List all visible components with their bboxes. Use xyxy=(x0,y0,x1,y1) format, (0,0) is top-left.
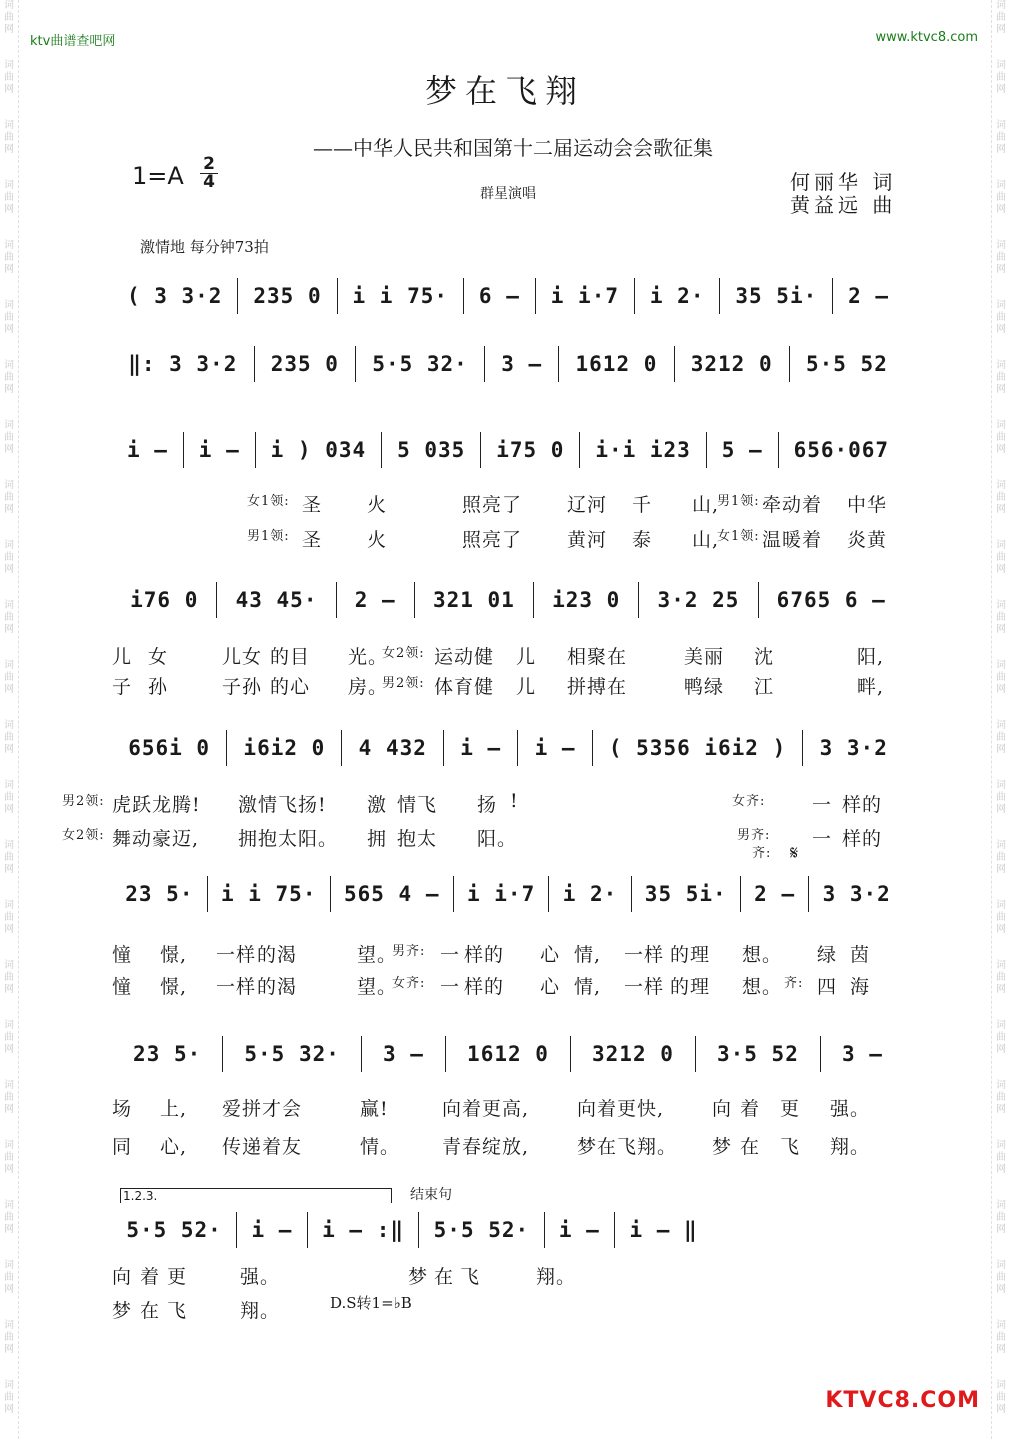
watermark-text: 词 曲 网 xyxy=(4,1020,14,1055)
lyric-syllable: 场 xyxy=(112,1098,133,1120)
lyric-syllable: 一 xyxy=(440,944,461,966)
lyric-syllable: 圣 xyxy=(302,529,323,551)
watermark-text: 词 曲 网 xyxy=(996,1260,1006,1295)
lyric-syllable: 子孙 xyxy=(222,676,263,698)
watermark-text: 词 曲 网 xyxy=(4,780,14,815)
lyric-syllable: 爱拼 xyxy=(222,1098,263,1120)
lyric-syllable: 绿 xyxy=(817,944,838,966)
lyric-syllable: 扬 xyxy=(477,794,498,816)
measure: 565 4 – xyxy=(343,882,440,906)
lyric-syllable: 男齐: xyxy=(737,828,771,843)
lyric-syllable: 女1领: xyxy=(247,494,290,509)
watermark-text: 词 曲 网 xyxy=(996,660,1006,695)
lyric-syllable: 才会 xyxy=(262,1098,303,1120)
lyrics-s3-line2 xyxy=(112,525,904,549)
measure: i75 0 xyxy=(496,438,565,462)
watermark-text: 词 曲 网 xyxy=(996,420,1006,455)
ktvc8-logo[interactable]: KTVC8.COM xyxy=(825,1388,980,1413)
lyric-syllable: 更 xyxy=(167,1266,188,1288)
lyric-syllable: 房。 xyxy=(348,676,389,698)
watermark-text: 词 曲 网 xyxy=(4,1260,14,1295)
watermark-text: 词 曲 网 xyxy=(996,120,1006,155)
lyric-syllable: 传递 xyxy=(222,1136,263,1158)
key-signature: 1=A xyxy=(132,162,184,190)
measure: i 2· xyxy=(562,882,618,906)
lyrics-s6-line2 xyxy=(112,972,904,996)
lyric-syllable: 男2领: xyxy=(62,794,105,809)
watermark-text: 词 曲 网 xyxy=(996,1320,1006,1355)
measure: i6i2 0 xyxy=(243,736,326,760)
lyric-syllable: 黄河 xyxy=(567,529,608,551)
lyric-syllable: 照亮了 xyxy=(462,529,523,551)
lyrics-s5-line1 xyxy=(62,790,904,816)
lyric-syllable: 着友 xyxy=(262,1136,303,1158)
lyric-syllable: 样的 xyxy=(842,794,883,816)
lyric-syllable: 强。 xyxy=(830,1098,871,1120)
watermark-text: 词 曲 网 xyxy=(4,660,14,695)
lyric-syllable: 𝄋 xyxy=(790,842,800,864)
measure: 656i 0 xyxy=(128,736,211,760)
lyric-syllable: 男2领: xyxy=(382,676,425,691)
lyric-syllable: 翔。 xyxy=(240,1300,281,1322)
watermark-text: 词 曲 网 xyxy=(996,960,1006,995)
measure: i i 75· xyxy=(352,284,449,308)
lyric-syllable: 飞 xyxy=(780,1136,801,1158)
lyric-syllable: 舞动豪迈, xyxy=(112,828,200,850)
lyric-syllable: 心 xyxy=(540,976,561,998)
lyric-syllable: 想。 xyxy=(742,976,783,998)
measure: 4 432 xyxy=(358,736,427,760)
measure: i i 75· xyxy=(220,882,317,906)
watermark-text: 词 曲 网 xyxy=(996,360,1006,395)
lyric-syllable: 在 xyxy=(740,1136,761,1158)
lyric-syllable: 拥抱太阳。 xyxy=(238,828,339,850)
measure: 235 0 xyxy=(270,352,339,376)
lyric-syllable: 女齐: xyxy=(732,794,766,809)
lyricist-credit: 何丽华 词 xyxy=(790,170,897,194)
measure: 3 – xyxy=(841,1042,883,1066)
lyric-syllable: 山, xyxy=(692,529,720,551)
lyric-syllable: 沈 xyxy=(754,646,775,668)
lyric-syllable: 千 xyxy=(632,494,653,516)
lyric-syllable: 心, xyxy=(160,1136,188,1158)
watermark-text: 词 曲 网 xyxy=(4,240,14,275)
measure: i23 0 xyxy=(552,588,621,612)
lyric-syllable: 光。 xyxy=(348,646,389,668)
lyric-syllable: 着 xyxy=(740,1098,761,1120)
music-system-1 xyxy=(112,276,904,316)
watermark-text: 词 曲 网 xyxy=(996,300,1006,335)
lyric-syllable: 中华 xyxy=(847,494,888,516)
lyric-syllable: 儿 xyxy=(516,646,537,668)
measure: 3 – xyxy=(383,1042,424,1066)
music-system-4 xyxy=(112,580,904,620)
lyric-syllable: 女 xyxy=(148,646,169,668)
lyric-syllable: 飞 xyxy=(167,1300,188,1322)
time-signature-bottom: 4 xyxy=(200,173,218,191)
lyric-syllable: 抱太 xyxy=(397,828,438,850)
lyric-syllable: 望。 xyxy=(357,944,398,966)
measure: 2 – xyxy=(848,284,890,308)
lyric-syllable: 上, xyxy=(160,1098,188,1120)
measure: 5·5 52· xyxy=(433,1218,530,1242)
lyrics-s3-line1 xyxy=(112,490,904,514)
lyric-syllable: 激情飞扬! xyxy=(238,794,327,816)
measure: 23 5· xyxy=(125,882,194,906)
time-signature xyxy=(200,156,218,191)
lyric-syllable: 望。 xyxy=(357,976,398,998)
lyric-syllable: 齐: xyxy=(784,976,804,991)
lyric-syllable: 梦 xyxy=(712,1136,733,1158)
measure: i – :‖ xyxy=(322,1218,404,1242)
measure: 2 – xyxy=(754,882,796,906)
lyric-syllable: 一样 xyxy=(624,944,665,966)
watermark-text: 词 曲 网 xyxy=(996,60,1006,95)
measure: ‖: 3 3·2 xyxy=(128,352,238,376)
measure: i – xyxy=(126,438,168,462)
measure: i i·7 xyxy=(550,284,619,308)
coda-label: 结束句 xyxy=(410,1187,452,1203)
watermark-text: 词 曲 网 xyxy=(4,60,14,95)
watermark-text: 词 曲 网 xyxy=(996,0,1006,35)
measure: 5 – xyxy=(721,438,763,462)
watermark-text: 词 曲 网 xyxy=(4,540,14,575)
watermark-text: 词 曲 网 xyxy=(4,420,14,455)
measure: 23 5· xyxy=(133,1042,202,1066)
lyric-syllable: 拥 xyxy=(367,828,388,850)
lyric-syllable: 照亮了 xyxy=(462,494,523,516)
lyric-syllable: 男1领: xyxy=(247,529,290,544)
watermark-left xyxy=(0,0,19,1439)
measure: 6 – xyxy=(478,284,520,308)
lyric-syllable: 梦在飞翔。 xyxy=(577,1136,678,1158)
ending-number-label: 1.2.3. xyxy=(123,1189,158,1203)
measure: 3 – xyxy=(501,352,543,376)
lyric-syllable: 向 xyxy=(112,1266,133,1288)
watermark-text: 词 曲 网 xyxy=(4,1140,14,1175)
lyric-syllable: 四 xyxy=(817,976,838,998)
tempo-marking: 激情地 每分钟73拍 xyxy=(140,238,269,256)
lyric-syllable: 拼搏在 xyxy=(567,676,628,698)
lyric-syllable: 女1领: xyxy=(717,529,760,544)
site-name-left[interactable]: ktv曲谱查吧网 xyxy=(30,34,116,49)
measure: 1612 0 xyxy=(575,352,658,376)
lyric-syllable: 翔。 xyxy=(536,1266,577,1288)
lyric-syllable: 女齐: xyxy=(392,976,426,991)
music-system-2 xyxy=(112,344,904,384)
music-system-8 xyxy=(112,1210,712,1250)
watermark-text: 词 曲 网 xyxy=(4,0,14,35)
measure: i·i i23 xyxy=(595,438,691,462)
measure: i – xyxy=(198,438,240,462)
lyric-syllable: 情, xyxy=(574,976,602,998)
watermark-text: 词 曲 网 xyxy=(996,540,1006,575)
lyric-syllable: 火 xyxy=(367,494,388,516)
lyric-syllable: 儿 xyxy=(516,676,537,698)
lyric-syllable: 情。 xyxy=(360,1136,401,1158)
lyric-syllable: 茵 xyxy=(850,944,871,966)
lyric-syllable: 翔。 xyxy=(830,1136,871,1158)
measure: 5·5 32· xyxy=(244,1042,340,1066)
song-title: 梦在飞翔 xyxy=(424,72,585,110)
watermark-text: 词 曲 网 xyxy=(4,360,14,395)
lyric-syllable: 虎跃龙腾! xyxy=(112,794,201,816)
lyric-syllable: 的渴 xyxy=(257,976,298,998)
watermark-right xyxy=(991,0,1010,1439)
lyric-syllable: 更 xyxy=(780,1098,801,1120)
measure: 2 – xyxy=(354,588,396,612)
measure: 3212 0 xyxy=(592,1042,674,1066)
lyric-syllable: 在 xyxy=(434,1266,455,1288)
watermark-text: 词 曲 网 xyxy=(4,1080,14,1115)
lyric-syllable: 在 xyxy=(140,1300,161,1322)
lyrics-s7-line1 xyxy=(112,1094,904,1118)
composer-credit: 黄益远 曲 xyxy=(790,193,897,217)
lyric-syllable: 阳。 xyxy=(477,828,518,850)
measure: i – xyxy=(460,736,502,760)
lyric-syllable: 江 xyxy=(754,676,775,698)
lyric-syllable: 一 xyxy=(440,976,461,998)
lyric-syllable: 美丽 xyxy=(684,646,725,668)
measure: 6765 6 – xyxy=(776,588,886,612)
lyric-syllable: 梦 xyxy=(112,1300,133,1322)
lyric-syllable: 牵动着 xyxy=(762,494,823,516)
lyric-syllable: 女2领: xyxy=(382,646,425,661)
music-system-5 xyxy=(112,728,904,768)
site-url-right[interactable]: www.ktvc8.com xyxy=(875,30,978,45)
lyrics-s8-line2 xyxy=(112,1296,904,1320)
lyric-syllable: 情飞 xyxy=(397,794,438,816)
music-system-6 xyxy=(112,874,904,914)
lyrics-s5-line3 xyxy=(112,842,904,864)
watermark-text: 词 曲 网 xyxy=(996,480,1006,515)
measure: 3 3·2 xyxy=(819,736,888,760)
watermark-text: 词 曲 网 xyxy=(4,960,14,995)
lyric-syllable: 情, xyxy=(574,944,602,966)
measure: 5·5 52· xyxy=(126,1218,222,1242)
lyric-syllable: 样的 xyxy=(842,828,883,850)
watermark-text: 词 曲 网 xyxy=(996,240,1006,275)
time-signature-top: 2 xyxy=(203,154,215,174)
lyric-syllable: 飞 xyxy=(460,1266,481,1288)
lyric-syllable: 海 xyxy=(850,976,871,998)
lyric-syllable: 孙 xyxy=(148,676,169,698)
lyric-syllable: 火 xyxy=(367,529,388,551)
first-ending-bracket xyxy=(120,1188,392,1203)
lyrics-s7-line2 xyxy=(112,1132,904,1156)
measure: i – xyxy=(558,1218,600,1242)
performer: 群星演唱 xyxy=(480,186,536,202)
lyrics-s8-line1 xyxy=(112,1262,904,1286)
lyric-syllable: 憬, xyxy=(160,976,188,998)
lyric-syllable: 儿 xyxy=(112,646,133,668)
lyric-syllable: 着 xyxy=(140,1266,161,1288)
lyric-syllable: 山, xyxy=(692,494,720,516)
watermark-text: 词 曲 网 xyxy=(4,1380,14,1415)
watermark-text: 词 曲 网 xyxy=(4,840,14,875)
lyric-syllable: 想。 xyxy=(742,944,783,966)
watermark-text: 词 曲 网 xyxy=(996,900,1006,935)
lyric-syllable: 运动健 xyxy=(434,646,495,668)
lyric-syllable: 的理 xyxy=(670,976,711,998)
lyric-syllable: 向 xyxy=(712,1098,733,1120)
lyric-syllable: 梦 xyxy=(408,1266,429,1288)
lyric-syllable: 炎黄 xyxy=(847,529,888,551)
lyric-syllable: 的心 xyxy=(270,676,311,698)
measure: 3212 0 xyxy=(690,352,773,376)
measure: 5·5 32· xyxy=(372,352,468,376)
lyric-syllable: 温暖着 xyxy=(762,529,823,551)
lyric-syllable: 体育健 xyxy=(434,676,495,698)
watermark-text: 词 曲 网 xyxy=(996,1140,1006,1175)
measure: 321 01 xyxy=(432,588,515,612)
lyric-syllable: 阳, xyxy=(857,646,885,668)
lyric-syllable: 儿女 xyxy=(222,646,263,668)
watermark-text: 词 曲 网 xyxy=(996,720,1006,755)
watermark-text: 词 曲 网 xyxy=(996,600,1006,635)
lyric-syllable: 一 xyxy=(812,794,833,816)
lyric-syllable: 的目 xyxy=(270,646,311,668)
lyric-syllable: 向着更快, xyxy=(577,1098,665,1120)
watermark-text: 词 曲 网 xyxy=(996,180,1006,215)
lyric-syllable: 憧 xyxy=(112,976,133,998)
measure: 5·5 52 xyxy=(805,352,888,376)
lyric-syllable: 一样 xyxy=(216,976,257,998)
measure: ( 5356 i6i2 ) xyxy=(608,736,787,760)
lyric-syllable: 男齐: xyxy=(392,944,426,959)
lyrics-s4-line1 xyxy=(112,642,904,666)
lyric-syllable: 的渴 xyxy=(257,944,298,966)
lyric-syllable: 鸭绿 xyxy=(684,676,725,698)
lyric-syllable: 憬, xyxy=(160,944,188,966)
lyrics-s6-line1 xyxy=(112,940,904,964)
measure: i76 0 xyxy=(130,588,199,612)
lyric-syllable: 相聚在 xyxy=(567,646,628,668)
measure: 43 45· xyxy=(235,588,318,612)
lyric-syllable: 样的 xyxy=(464,976,505,998)
measure: ( 3 3·2 xyxy=(126,284,223,308)
lyric-syllable: 一样 xyxy=(624,976,665,998)
lyric-syllable: 一样 xyxy=(216,944,257,966)
measure: 1612 0 xyxy=(467,1042,549,1066)
lyrics-s4-line2 xyxy=(112,672,904,696)
measure: i i·7 xyxy=(467,882,536,906)
lyric-syllable: 的理 xyxy=(670,944,711,966)
lyric-syllable: 子 xyxy=(112,676,133,698)
watermark-text: 词 曲 网 xyxy=(996,1080,1006,1115)
lyric-syllable: 一 xyxy=(812,828,833,850)
measure: 656·067 xyxy=(793,438,890,462)
music-system-7 xyxy=(112,1034,904,1074)
watermark-text: 词 曲 网 xyxy=(996,1200,1006,1235)
lyric-syllable: 圣 xyxy=(302,494,323,516)
measure: 3·5 52 xyxy=(716,1042,799,1066)
lyric-syllable: 畔, xyxy=(857,676,885,698)
watermark-text: 词 曲 网 xyxy=(996,1380,1006,1415)
lyric-syllable: 憧 xyxy=(112,944,133,966)
song-subtitle: ——中华人民共和国第十二届运动会会歌征集 xyxy=(313,136,713,160)
measure: i ) 034 xyxy=(270,438,367,462)
lyric-syllable: 赢! xyxy=(360,1098,389,1120)
lyric-syllable: 向着更高, xyxy=(442,1098,530,1120)
watermark-text: 词 曲 网 xyxy=(4,900,14,935)
lyric-syllable: 强。 xyxy=(240,1266,281,1288)
measure: i 2· xyxy=(649,284,705,308)
watermark-text: 词 曲 网 xyxy=(4,120,14,155)
watermark-text: 词 曲 网 xyxy=(996,780,1006,815)
measure: 3 3·2 xyxy=(822,882,891,906)
lyric-syllable: 激 xyxy=(367,794,388,816)
lyric-syllable: 样的 xyxy=(464,944,505,966)
watermark-text: 词 曲 网 xyxy=(4,180,14,215)
measure: 235 0 xyxy=(253,284,322,308)
lyric-syllable: 泰 xyxy=(632,529,653,551)
music-system-3 xyxy=(112,430,904,470)
watermark-text: 词 曲 网 xyxy=(4,720,14,755)
watermark-text: 词 曲 网 xyxy=(996,1020,1006,1055)
measure: 5 035 xyxy=(397,438,466,462)
measure: i – xyxy=(251,1218,293,1242)
measure: i – ‖ xyxy=(629,1218,698,1242)
lyric-syllable: 齐: xyxy=(752,846,772,861)
lyric-syllable: 男1领: xyxy=(717,494,760,509)
watermark-text: 词 曲 网 xyxy=(4,480,14,515)
lyric-syllable: 青春绽放, xyxy=(442,1136,530,1158)
lyric-syllable: 心 xyxy=(540,944,561,966)
lyric-syllable: ! xyxy=(510,790,519,812)
watermark-text: 词 曲 网 xyxy=(4,1200,14,1235)
measure: 35 5i· xyxy=(735,284,818,308)
measure: 35 5i· xyxy=(644,882,727,906)
watermark-text: 词 曲 网 xyxy=(4,1320,14,1355)
watermark-text: 词 曲 网 xyxy=(996,840,1006,875)
measure: 3·2 25 xyxy=(657,588,740,612)
dal-segno-instruction: D.S转1=♭B xyxy=(330,1294,412,1312)
measure: i – xyxy=(534,736,576,760)
watermark-text: 词 曲 网 xyxy=(4,600,14,635)
watermark-text: 词 曲 网 xyxy=(4,300,14,335)
lyric-syllable: 辽河 xyxy=(567,494,608,516)
lyric-syllable: 女2领: xyxy=(62,828,105,843)
lyric-syllable: 同 xyxy=(112,1136,133,1158)
